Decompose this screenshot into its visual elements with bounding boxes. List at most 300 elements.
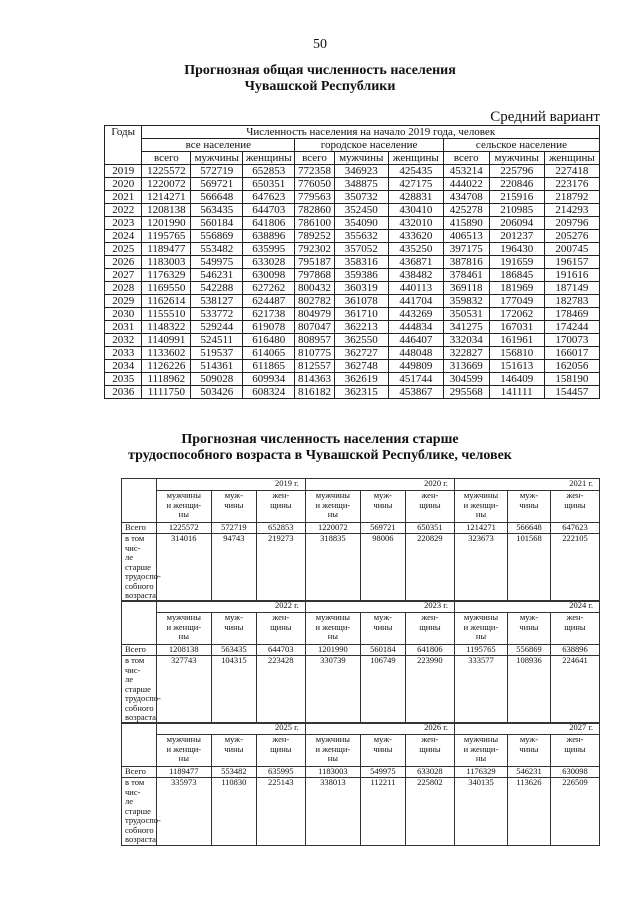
- sub-header: мужчины и женщи- ны: [305, 613, 360, 645]
- value-cell: 1189477: [156, 767, 211, 778]
- sub-header: всего: [443, 152, 489, 165]
- value-cell: 406513: [443, 230, 489, 243]
- value-cell: 633028: [405, 767, 454, 778]
- value-cell: 1126226: [142, 360, 191, 373]
- value-cell: 644703: [243, 204, 295, 217]
- value-cell: 638896: [550, 645, 599, 656]
- year-cell: 2034: [105, 360, 142, 373]
- sub-header: жен- щины: [550, 735, 599, 767]
- table-row: [122, 523, 600, 534]
- value-cell: 341275: [443, 321, 489, 334]
- value-cell: 789252: [295, 230, 335, 243]
- year-header: 2023 г.: [305, 601, 454, 613]
- value-cell: 327743: [156, 656, 211, 724]
- value-cell: 201237: [489, 230, 544, 243]
- value-cell: 186845: [489, 269, 544, 282]
- value-cell: 340135: [454, 778, 507, 846]
- corner-cell: [122, 723, 157, 767]
- value-cell: 226509: [550, 778, 599, 846]
- page-number: 50: [313, 37, 327, 52]
- value-cell: 172062: [489, 308, 544, 321]
- value-cell: 524511: [191, 334, 243, 347]
- value-cell: 560184: [191, 217, 243, 230]
- table-row: [105, 308, 600, 321]
- sub-header: мужчины и женщи- ны: [305, 491, 360, 523]
- year-cell: 2029: [105, 295, 142, 308]
- value-cell: 616480: [243, 334, 295, 347]
- value-cell: 218792: [544, 191, 599, 204]
- sub-header: мужчины и женщи- ны: [156, 735, 211, 767]
- value-cell: 546231: [191, 269, 243, 282]
- value-cell: 614065: [243, 347, 295, 360]
- value-cell: 630098: [243, 269, 295, 282]
- value-cell: 1201990: [142, 217, 191, 230]
- value-cell: 432010: [388, 217, 443, 230]
- sub-header: муж- чины: [360, 491, 405, 523]
- value-cell: 624487: [243, 295, 295, 308]
- table-row: [105, 230, 600, 243]
- sub-header: всего: [142, 152, 191, 165]
- value-cell: 792302: [295, 243, 335, 256]
- value-cell: 206094: [489, 217, 544, 230]
- year-header: 2027 г.: [454, 723, 599, 735]
- value-cell: 652853: [256, 523, 305, 534]
- value-cell: 146409: [489, 373, 544, 386]
- row-label-senior: в том чис- ле старше трудоспо- собного возраста: [122, 778, 157, 846]
- sub-header: мужчины и женщи- ны: [454, 613, 507, 645]
- year-header: 2025 г.: [156, 723, 305, 735]
- sub-header: жен- щины: [550, 613, 599, 645]
- value-cell: 650351: [243, 178, 295, 191]
- value-cell: 113626: [508, 778, 551, 846]
- value-cell: 355632: [334, 230, 388, 243]
- value-cell: 360319: [334, 282, 388, 295]
- value-cell: 611865: [243, 360, 295, 373]
- value-cell: 560184: [360, 645, 405, 656]
- value-cell: 538127: [191, 295, 243, 308]
- table-row: [122, 767, 600, 778]
- value-cell: 446407: [388, 334, 443, 347]
- value-cell: 1155510: [142, 308, 191, 321]
- value-cell: 772358: [295, 165, 335, 178]
- value-cell: 434708: [443, 191, 489, 204]
- row-label-total: Всего: [122, 767, 157, 778]
- table-row: [122, 534, 600, 602]
- years-header: Годы: [105, 126, 142, 165]
- value-cell: 802782: [295, 295, 335, 308]
- value-cell: 362727: [334, 347, 388, 360]
- value-cell: 1183003: [305, 767, 360, 778]
- table-row: [105, 334, 600, 347]
- sub-header: женщины: [388, 152, 443, 165]
- value-cell: 214293: [544, 204, 599, 217]
- value-cell: 362213: [334, 321, 388, 334]
- value-cell: 807047: [295, 321, 335, 334]
- senior-population-table-block: [121, 722, 600, 846]
- value-cell: 1195765: [454, 645, 507, 656]
- value-cell: 322827: [443, 347, 489, 360]
- value-cell: 1111750: [142, 386, 191, 399]
- corner-cell: [122, 601, 157, 645]
- value-cell: 644703: [256, 645, 305, 656]
- value-cell: 444834: [388, 321, 443, 334]
- value-cell: 1208138: [156, 645, 211, 656]
- value-cell: 1214271: [142, 191, 191, 204]
- group-header-total: все население: [142, 139, 295, 152]
- sub-header: мужчины и женщи- ны: [305, 735, 360, 767]
- value-cell: 174244: [544, 321, 599, 334]
- value-cell: 804979: [295, 308, 335, 321]
- title-2-line-1: Прогнозная численность населения старше: [181, 432, 459, 447]
- value-cell: 808957: [295, 334, 335, 347]
- value-cell: 1214271: [454, 523, 507, 534]
- value-cell: 647623: [550, 523, 599, 534]
- value-cell: 227418: [544, 165, 599, 178]
- value-cell: 318835: [305, 534, 360, 602]
- value-cell: 1225572: [142, 165, 191, 178]
- value-cell: 323673: [454, 534, 507, 602]
- value-cell: 156810: [489, 347, 544, 360]
- value-cell: 1195765: [142, 230, 191, 243]
- value-cell: 1133602: [142, 347, 191, 360]
- value-cell: 630098: [550, 767, 599, 778]
- table-row: [105, 217, 600, 230]
- value-cell: 608324: [243, 386, 295, 399]
- value-cell: 1220072: [305, 523, 360, 534]
- year-cell: 2028: [105, 282, 142, 295]
- value-cell: 354090: [334, 217, 388, 230]
- sub-header: жен- щины: [405, 613, 454, 645]
- value-cell: 166017: [544, 347, 599, 360]
- year-cell: 2033: [105, 347, 142, 360]
- main-header: Численность населения на начало 2019 года, человек: [142, 126, 600, 139]
- value-cell: 225802: [405, 778, 454, 846]
- value-cell: 441704: [388, 295, 443, 308]
- value-cell: 358316: [334, 256, 388, 269]
- value-cell: 553482: [191, 243, 243, 256]
- value-cell: 563435: [191, 204, 243, 217]
- sub-header: муж- чины: [211, 613, 256, 645]
- value-cell: 225796: [489, 165, 544, 178]
- value-cell: 333577: [454, 656, 507, 724]
- table-row: [105, 165, 600, 178]
- value-cell: 94743: [211, 534, 256, 602]
- value-cell: 1225572: [156, 523, 211, 534]
- sub-header: жен- щины: [256, 613, 305, 645]
- value-cell: 509028: [191, 373, 243, 386]
- year-cell: 2026: [105, 256, 142, 269]
- sub-header: жен- щины: [550, 491, 599, 523]
- sub-header: мужчины и женщи- ны: [156, 491, 211, 523]
- value-cell: 453867: [388, 386, 443, 399]
- value-cell: 350732: [334, 191, 388, 204]
- table-row: [105, 373, 600, 386]
- value-cell: 800432: [295, 282, 335, 295]
- population-forecast-table: [104, 125, 600, 399]
- value-cell: 529244: [191, 321, 243, 334]
- value-cell: 1201990: [305, 645, 360, 656]
- value-cell: 104315: [211, 656, 256, 724]
- value-cell: 1220072: [142, 178, 191, 191]
- value-cell: 633028: [243, 256, 295, 269]
- table-row: [105, 178, 600, 191]
- sub-header: мужчины: [334, 152, 388, 165]
- value-cell: 170073: [544, 334, 599, 347]
- sub-header: всего: [295, 152, 335, 165]
- sub-header: мужчины и женщи- ны: [156, 613, 211, 645]
- year-header: 2020 г.: [305, 479, 454, 491]
- table-row: [122, 778, 600, 846]
- sub-header: мужчины: [489, 152, 544, 165]
- sub-header: мужчины и женщи- ны: [454, 491, 507, 523]
- value-cell: 519537: [191, 347, 243, 360]
- row-label-senior: в том чис- ле старше трудоспо- собного возраста: [122, 534, 157, 602]
- value-cell: 223176: [544, 178, 599, 191]
- variant-label: Средний вариант: [490, 109, 600, 125]
- value-cell: 1118962: [142, 373, 191, 386]
- table-row: [105, 386, 600, 399]
- sub-header: муж- чины: [508, 735, 551, 767]
- sub-header: мужчины и женщи- ны: [454, 735, 507, 767]
- year-cell: 2032: [105, 334, 142, 347]
- year-cell: 2022: [105, 204, 142, 217]
- corner-cell: [122, 479, 157, 523]
- value-cell: 154457: [544, 386, 599, 399]
- value-cell: 556869: [191, 230, 243, 243]
- value-cell: 1169550: [142, 282, 191, 295]
- value-cell: 222105: [550, 534, 599, 602]
- table-row: [105, 204, 600, 217]
- value-cell: 621738: [243, 308, 295, 321]
- row-label-senior: в том чис- ле старше трудоспо- собного возраста: [122, 656, 157, 724]
- value-cell: 397175: [443, 243, 489, 256]
- year-cell: 2024: [105, 230, 142, 243]
- value-cell: 112211: [360, 778, 405, 846]
- value-cell: 1176329: [142, 269, 191, 282]
- value-cell: 566648: [508, 523, 551, 534]
- value-cell: 181969: [489, 282, 544, 295]
- value-cell: 647623: [243, 191, 295, 204]
- table-row: [105, 360, 600, 373]
- year-header: 2026 г.: [305, 723, 454, 735]
- value-cell: 187149: [544, 282, 599, 295]
- value-cell: 566648: [191, 191, 243, 204]
- value-cell: 619078: [243, 321, 295, 334]
- value-cell: 627262: [243, 282, 295, 295]
- value-cell: 549975: [191, 256, 243, 269]
- sub-header: муж- чины: [508, 491, 551, 523]
- value-cell: 361078: [334, 295, 388, 308]
- value-cell: 1183003: [142, 256, 191, 269]
- value-cell: 191659: [489, 256, 544, 269]
- sub-header: жен- щины: [405, 491, 454, 523]
- value-cell: 641806: [405, 645, 454, 656]
- value-cell: 572719: [211, 523, 256, 534]
- value-cell: 161961: [489, 334, 544, 347]
- value-cell: 635995: [256, 767, 305, 778]
- year-cell: 2035: [105, 373, 142, 386]
- value-cell: 572719: [191, 165, 243, 178]
- value-cell: 779563: [295, 191, 335, 204]
- value-cell: 1208138: [142, 204, 191, 217]
- value-cell: 101568: [508, 534, 551, 602]
- value-cell: 224641: [550, 656, 599, 724]
- year-cell: 2020: [105, 178, 142, 191]
- value-cell: 443269: [388, 308, 443, 321]
- value-cell: 415890: [443, 217, 489, 230]
- sub-header: жен- щины: [405, 735, 454, 767]
- sub-header: женщины: [544, 152, 599, 165]
- value-cell: 652853: [243, 165, 295, 178]
- value-cell: 200745: [544, 243, 599, 256]
- value-cell: 449809: [388, 360, 443, 373]
- value-cell: 348875: [334, 178, 388, 191]
- title-1-line-2: Чувашской Республики: [244, 79, 396, 94]
- sub-header: женщины: [243, 152, 295, 165]
- sub-header: муж- чины: [211, 491, 256, 523]
- value-cell: 338013: [305, 778, 360, 846]
- value-cell: 433620: [388, 230, 443, 243]
- value-cell: 635995: [243, 243, 295, 256]
- value-cell: 182783: [544, 295, 599, 308]
- value-cell: 158190: [544, 373, 599, 386]
- value-cell: 313669: [443, 360, 489, 373]
- value-cell: 556869: [508, 645, 551, 656]
- table-row: [105, 295, 600, 308]
- value-cell: 330739: [305, 656, 360, 724]
- year-cell: 2019: [105, 165, 142, 178]
- table-row: [105, 269, 600, 282]
- sub-header: муж- чины: [508, 613, 551, 645]
- value-cell: 223428: [256, 656, 305, 724]
- value-cell: 378461: [443, 269, 489, 282]
- value-cell: 1140991: [142, 334, 191, 347]
- value-cell: 609934: [243, 373, 295, 386]
- value-cell: 430410: [388, 204, 443, 217]
- value-cell: 314016: [156, 534, 211, 602]
- value-cell: 563435: [211, 645, 256, 656]
- value-cell: 810775: [295, 347, 335, 360]
- value-cell: 352450: [334, 204, 388, 217]
- year-cell: 2025: [105, 243, 142, 256]
- value-cell: 223990: [405, 656, 454, 724]
- year-cell: 2023: [105, 217, 142, 230]
- row-label-total: Всего: [122, 523, 157, 534]
- value-cell: 359386: [334, 269, 388, 282]
- table-row: [105, 243, 600, 256]
- value-cell: 108936: [508, 656, 551, 724]
- value-cell: 438482: [388, 269, 443, 282]
- year-cell: 2031: [105, 321, 142, 334]
- value-cell: 503426: [191, 386, 243, 399]
- value-cell: 359832: [443, 295, 489, 308]
- value-cell: 178469: [544, 308, 599, 321]
- value-cell: 304599: [443, 373, 489, 386]
- value-cell: 514361: [191, 360, 243, 373]
- value-cell: 786100: [295, 217, 335, 230]
- sub-header: мужчины: [191, 152, 243, 165]
- senior-population-table-block: [121, 478, 600, 602]
- value-cell: 220846: [489, 178, 544, 191]
- value-cell: 362550: [334, 334, 388, 347]
- table-row: [105, 282, 600, 295]
- value-cell: 425278: [443, 204, 489, 217]
- value-cell: 196430: [489, 243, 544, 256]
- value-cell: 362748: [334, 360, 388, 373]
- value-cell: 1176329: [454, 767, 507, 778]
- value-cell: 546231: [508, 767, 551, 778]
- value-cell: 295568: [443, 386, 489, 399]
- sub-header: муж- чины: [211, 735, 256, 767]
- year-header: 2022 г.: [156, 601, 305, 613]
- year-cell: 2021: [105, 191, 142, 204]
- value-cell: 387816: [443, 256, 489, 269]
- value-cell: 346923: [334, 165, 388, 178]
- table-row: [105, 321, 600, 334]
- sub-header: жен- щины: [256, 491, 305, 523]
- table-row: [105, 347, 600, 360]
- value-cell: 362619: [334, 373, 388, 386]
- sub-header: жен- щины: [256, 735, 305, 767]
- title-2-line-2: трудоспособного возраста в Чувашской Республике, человек: [128, 448, 512, 463]
- value-cell: 110830: [211, 778, 256, 846]
- value-cell: 569721: [360, 523, 405, 534]
- group-header-rural: сельское население: [443, 139, 599, 152]
- value-cell: 335973: [156, 778, 211, 846]
- value-cell: 542288: [191, 282, 243, 295]
- value-cell: 816182: [295, 386, 335, 399]
- value-cell: 795187: [295, 256, 335, 269]
- sub-header: муж- чины: [360, 735, 405, 767]
- table-row: [122, 656, 600, 724]
- sub-header: муж- чины: [360, 613, 405, 645]
- value-cell: 210985: [489, 204, 544, 217]
- year-cell: 2030: [105, 308, 142, 321]
- value-cell: 141111: [489, 386, 544, 399]
- year-cell: 2036: [105, 386, 142, 399]
- value-cell: 225143: [256, 778, 305, 846]
- value-cell: 362315: [334, 386, 388, 399]
- value-cell: 427175: [388, 178, 443, 191]
- value-cell: 215916: [489, 191, 544, 204]
- value-cell: 435250: [388, 243, 443, 256]
- value-cell: 428831: [388, 191, 443, 204]
- value-cell: 177049: [489, 295, 544, 308]
- value-cell: 357052: [334, 243, 388, 256]
- value-cell: 453214: [443, 165, 489, 178]
- value-cell: 369118: [443, 282, 489, 295]
- value-cell: 638896: [243, 230, 295, 243]
- year-cell: 2027: [105, 269, 142, 282]
- value-cell: 814363: [295, 373, 335, 386]
- value-cell: 440113: [388, 282, 443, 295]
- group-header-urban: городское население: [295, 139, 444, 152]
- value-cell: 425435: [388, 165, 443, 178]
- value-cell: 196157: [544, 256, 599, 269]
- value-cell: 569721: [191, 178, 243, 191]
- value-cell: 361710: [334, 308, 388, 321]
- value-cell: 448048: [388, 347, 443, 360]
- value-cell: 219273: [256, 534, 305, 602]
- value-cell: 98006: [360, 534, 405, 602]
- value-cell: 436871: [388, 256, 443, 269]
- value-cell: 1162614: [142, 295, 191, 308]
- value-cell: 553482: [211, 767, 256, 778]
- value-cell: 650351: [405, 523, 454, 534]
- year-header: 2021 г.: [454, 479, 599, 491]
- value-cell: 167031: [489, 321, 544, 334]
- year-header: 2019 г.: [156, 479, 305, 491]
